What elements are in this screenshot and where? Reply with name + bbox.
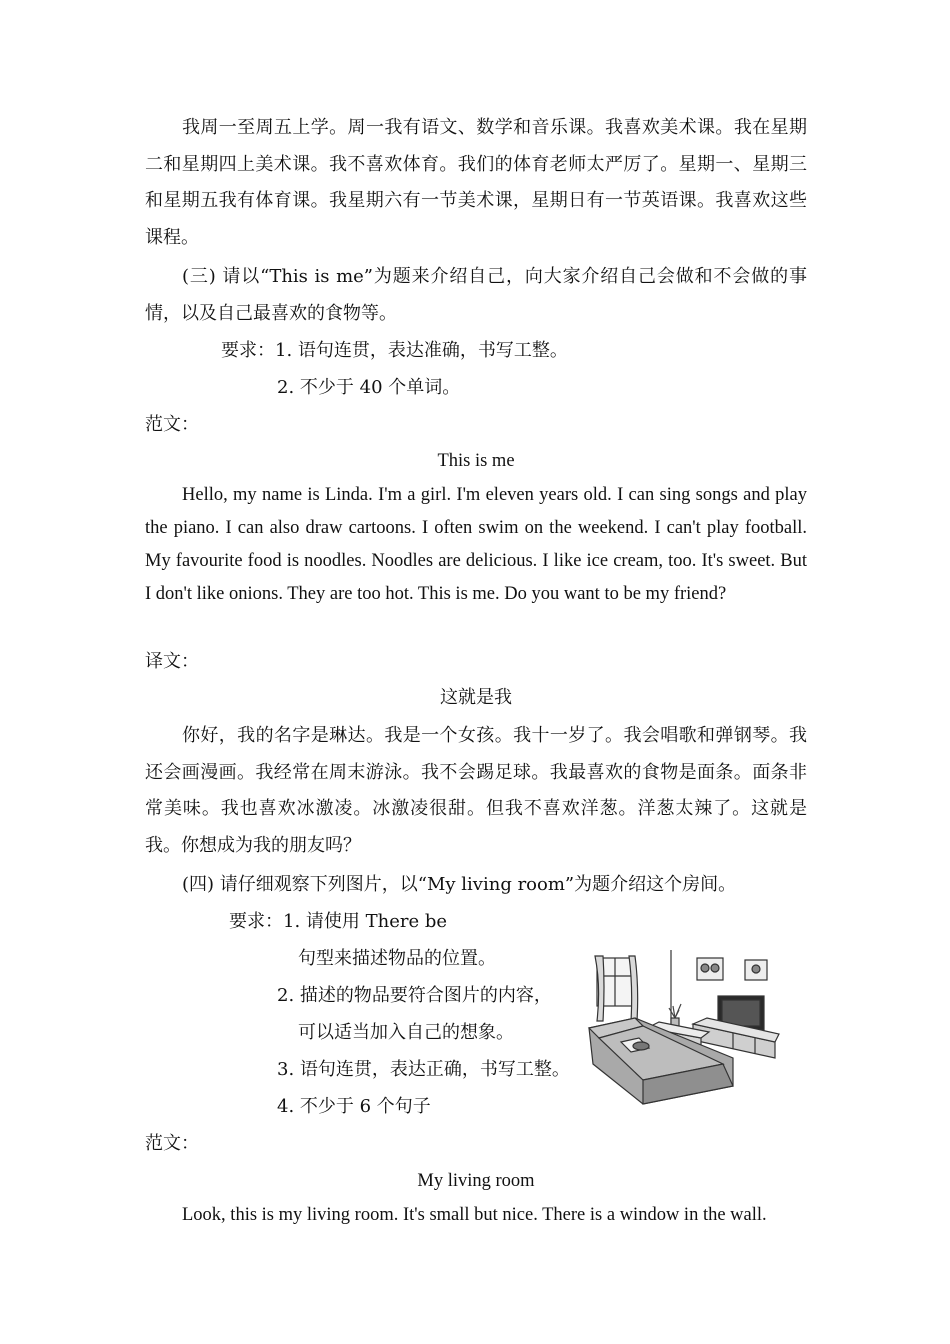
task4-prompt: (四) 请仔细观察下列图片，以“My living room”为题介绍这个房间。 bbox=[182, 874, 737, 895]
task4-requirement-3: 3. 语句连贯，表达正确，书写工整。 bbox=[277, 1059, 570, 1080]
task3-prompt: (三) 请以“This is me”为题来介绍自己，向大家介绍自己会做和不会做的事情，以及自己最喜欢的食物等。 bbox=[145, 266, 807, 324]
task3-translation-title: 这就是我 bbox=[440, 687, 512, 708]
living-room-illustration bbox=[583, 946, 783, 1108]
task4-requirement-4: 4. 不少于 6 个句子 bbox=[277, 1096, 431, 1117]
task4-requirement-1b: 句型来描述物品的位置。 bbox=[298, 948, 496, 969]
task3-sample-title: This is me bbox=[437, 451, 515, 471]
task3-translation-essay: 你好，我的名字是琳达。我是一个女孩。我十一岁了。我会唱歌和弹钢琴。我还会画漫画。我经常在周末游泳。我不会踢足球。我最喜欢的食物是面条。面条非常美味。我也喜欢冰激凌。冰激凌很甜。但我不喜欢洋葱。洋葱太辣了。这就是我。你想成为我的朋友吗？ bbox=[145, 725, 807, 856]
task4-sample-label: 范文： bbox=[145, 1133, 199, 1154]
task4-sample-essay-first-line: Look, this is my living room. It's small but nice. There is a window in the wall. bbox=[182, 1205, 767, 1225]
task3-sample-essay: Hello, my name is Linda. I'm a girl. I'm eleven years old. I can sing songs and play the piano. I can also draw cartoons. I often swim on the weekend. I can't play football. My favourite food is noodles. Noodles are delicious. I like ice cream, too. It's sweet. But I don't like onions. They are too hot. This is me. Do you want to be my friend? bbox=[145, 485, 807, 604]
task4-requirement-2a: 2. 描述的物品要符合图片的内容， bbox=[277, 985, 552, 1006]
task3-sample-label: 范文： bbox=[145, 414, 199, 435]
task3-translation-label: 译文： bbox=[145, 651, 199, 672]
task4-requirement-2b: 可以适当加入自己的想象。 bbox=[298, 1022, 514, 1043]
task4-requirement-1a: 要求：1. 请使用 There be bbox=[229, 911, 448, 932]
translation-paragraph-1: 我周一至周五上学。周一我有语文、数学和音乐课。我喜欢美术课。我在星期二和星期四上美术课。我不喜欢体育。我们的体育老师太严厉了。星期一、星期三和星期五我有体育课。我星期六有一节美术课，星期日有一节英语课。我喜欢这些课程。 bbox=[145, 117, 807, 248]
task4-sample-title: My living room bbox=[417, 1171, 535, 1191]
curtain-left-icon bbox=[595, 956, 604, 1021]
task3-requirement-2: 2. 不少于 40 个单词。 bbox=[277, 377, 461, 398]
task3-requirement-1: 要求：1. 语句连贯，表达准确，书写工整。 bbox=[221, 340, 568, 361]
